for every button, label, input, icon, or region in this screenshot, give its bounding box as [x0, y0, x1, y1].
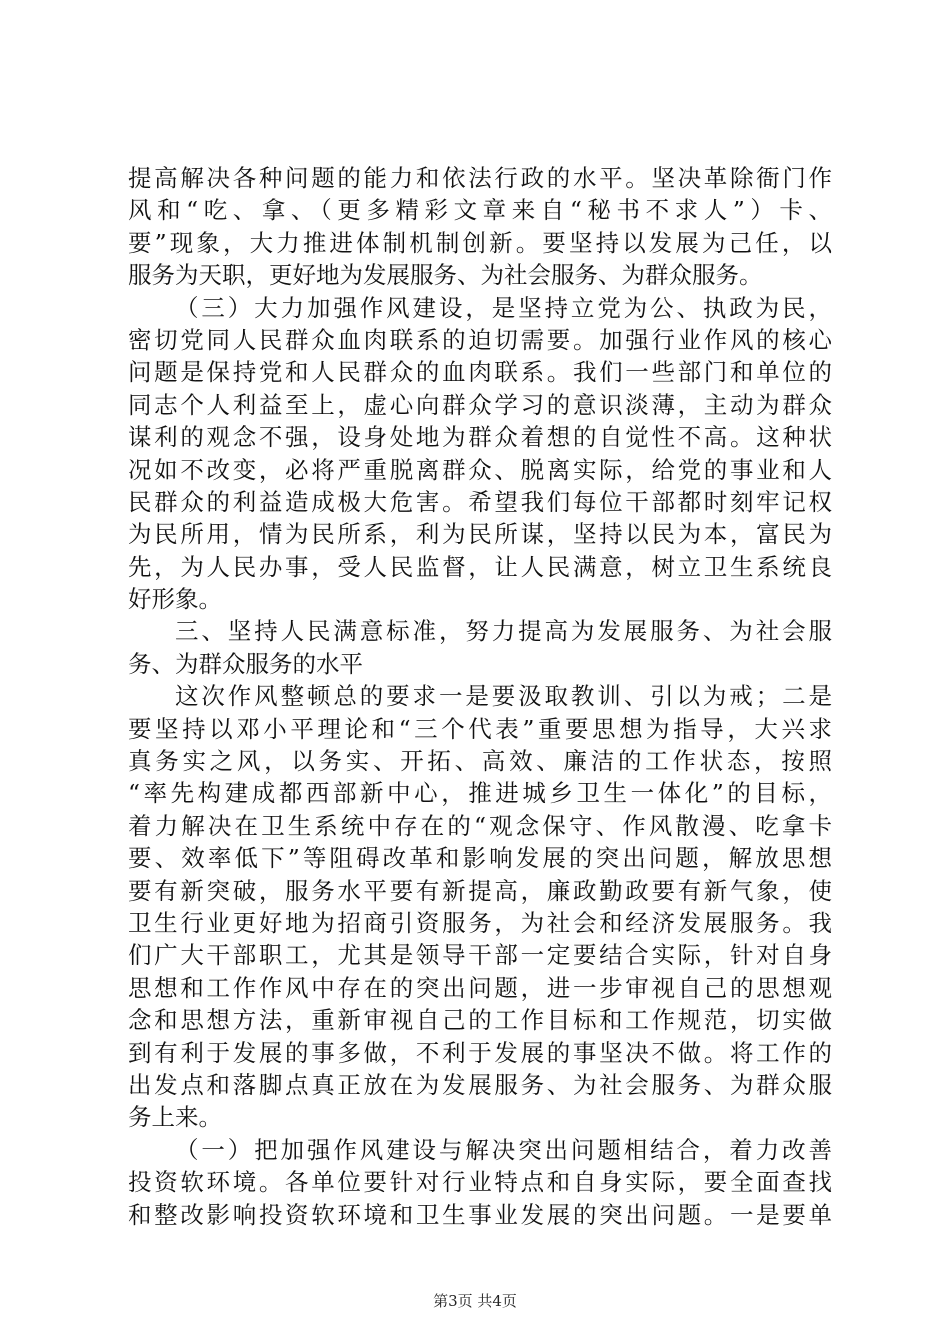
- text-line: 们广大干部职工，尤其是领导干部一定要结合实际，针对自身: [128, 941, 832, 970]
- text-line: 况如不改变，必将严重脱离群众、脱离实际，给党的事业和人: [128, 455, 832, 484]
- text-line: 问题是保持党和人民群众的血肉联系。我们一些部门和单位的: [128, 358, 832, 387]
- text-line: 同志个人利益至上，虚心向群众学习的意识淡薄，主动为群众: [128, 390, 832, 419]
- text-line: 要、效率低下”等阻碍改革和影响发展的突出问题，解放思想: [128, 844, 832, 873]
- text-line: 先，为人民办事，受人民监督，让人民满意，树立卫生系统良: [128, 552, 832, 581]
- text-line: （一）把加强作风建设与解决突出问题相结合，着力改善: [175, 1135, 832, 1164]
- text-line: 真务实之风，以务实、开拓、高效、廉洁的工作状态，按照: [128, 747, 832, 776]
- text-line: 到有利于发展的事多做，不利于发展的事坚决不做。将工作的: [128, 1038, 832, 1067]
- text-line: 要有新突破，服务水平要有新提高，廉政勤政要有新气象，使: [128, 876, 832, 905]
- text-line: 务上来。: [128, 1103, 222, 1132]
- text-line: 和整改影响投资软环境和卫生事业发展的突出问题。一是要单: [128, 1200, 832, 1229]
- text-line: 思想和工作作风中存在的突出问题，进一步审视自己的思想观: [128, 973, 832, 1002]
- text-line: 好形象。: [128, 585, 222, 614]
- text-line: “率先构建成都西部新中心，推进城乡卫生一体化”的目标，: [128, 779, 832, 808]
- text-line: 务、为群众服务的水平: [128, 649, 363, 678]
- text-line: 要”现象，大力推进体制机制创新。要坚持以发展为己任，以: [128, 228, 832, 257]
- text-line: 卫生行业更好地为招商引资服务，为社会和经济发展服务。我: [128, 908, 832, 937]
- text-line: 民群众的利益造成极大危害。希望我们每位干部都时刻牢记权: [128, 487, 832, 516]
- text-line: 投资软环境。各单位要针对行业特点和自身实际，要全面查找: [128, 1168, 832, 1197]
- text-line: 念和思想方法，重新审视自己的工作目标和工作规范，切实做: [128, 1006, 832, 1035]
- text-line: 密切党同人民群众血肉联系的迫切需要。加强行业作风的核心: [128, 325, 832, 354]
- text-line: 风和“吃、拿、（更多精彩文章来自“秘书不求人”）卡、: [128, 196, 832, 225]
- text-line: 提高解决各种问题的能力和依法行政的水平。坚决革除衙门作: [128, 164, 832, 192]
- text-line: 着力解决在卫生系统中存在的“观念保守、作风散漫、吃拿卡: [128, 811, 832, 840]
- text-line: 谋利的观念不强，设身处地为群众着想的自觉性不高。这种状: [128, 423, 832, 452]
- document-body: [128, 162, 832, 1231]
- text-line: （三）大力加强作风建设，是坚持立党为公、执政为民，: [175, 293, 832, 322]
- text-line: 这次作风整顿总的要求一是要汲取教训、引以为戒；二是: [175, 682, 832, 711]
- text-line: 服务为天职，更好地为发展服务、为社会服务、为群众服务。: [128, 261, 763, 290]
- text-line: 三、坚持人民满意标准，努力提高为发展服务、为社会服: [175, 617, 832, 646]
- text-line: 要坚持以邓小平理论和“三个代表”重要思想为指导，大兴求: [128, 714, 832, 743]
- page-number-footer: 第3页 共4页: [433, 1292, 517, 1310]
- text-line: 出发点和落脚点真正放在为发展服务、为社会服务、为群众服: [128, 1070, 832, 1099]
- text-line: 为民所用，情为民所系，利为民所谋，坚持以民为本，富民为: [128, 520, 832, 549]
